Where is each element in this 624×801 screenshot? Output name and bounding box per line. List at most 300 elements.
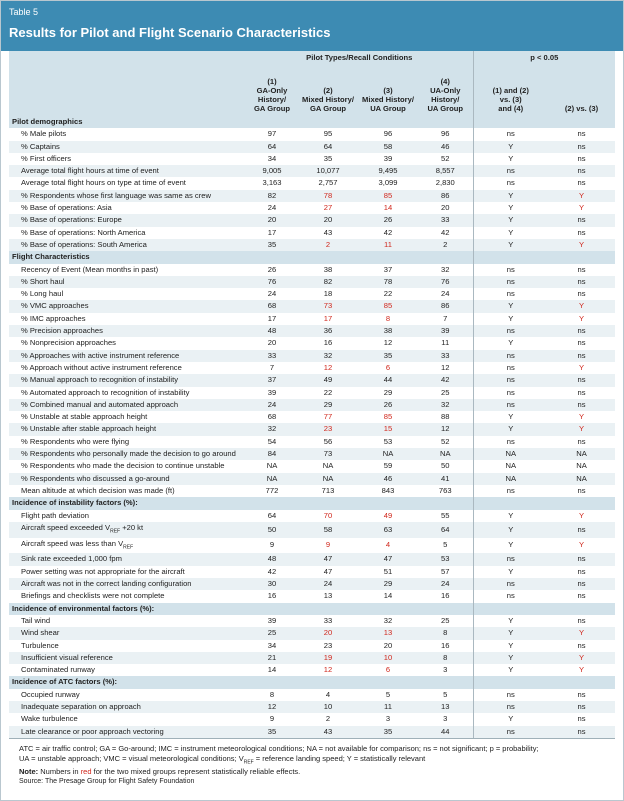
cell-col-3: 51 <box>383 566 393 576</box>
cell-col-2: NA <box>322 461 334 471</box>
cell-col-6: Y <box>578 313 585 323</box>
cell-col-3: 20 <box>383 640 393 650</box>
row-label: Late clearance or poor approach vectoring <box>9 726 246 738</box>
cell-col-4: 32 <box>418 399 473 411</box>
cell-col-5: ns <box>473 264 548 276</box>
cell-col-4: 24 <box>441 289 450 299</box>
cell-col-2: 64 <box>298 141 358 153</box>
cell-col-2: 22 <box>323 387 333 397</box>
cell-col-6: Y <box>548 652 615 664</box>
column-header-5: (1) and (2) vs. (3) and (4) <box>473 65 548 116</box>
table-row <box>9 300 615 312</box>
cell-col-3: 35 <box>358 350 418 362</box>
table-row <box>9 701 615 713</box>
table-label: Table 5 <box>9 7 39 17</box>
cell-col-5: NA <box>473 448 548 460</box>
cell-col-6: Y <box>578 665 585 675</box>
cell-col-1: 17 <box>267 313 277 323</box>
cell-col-3: 59 <box>383 461 393 471</box>
cell-col-6: NA <box>548 448 615 460</box>
cell-col-1: 20 <box>267 338 277 348</box>
cell-col-4: 42 <box>441 227 450 237</box>
cell-col-4: 42 <box>418 374 473 386</box>
table-row <box>9 448 615 460</box>
table-row <box>9 165 615 177</box>
cell-col-6: ns <box>548 522 615 538</box>
row-label: % Precision approaches <box>9 325 246 337</box>
cell-col-2: 20 <box>298 214 358 226</box>
cell-col-3: 3 <box>385 714 391 724</box>
p-header: p < 0.05 <box>473 51 615 65</box>
cell-col-4: 3 <box>443 714 448 724</box>
cell-col-5: ns <box>473 578 548 590</box>
row-label: % Respondents who personally made the decision to go around <box>9 448 246 460</box>
cell-col-6: Y <box>548 190 615 202</box>
cell-col-5: ns <box>473 362 548 374</box>
cell-col-6: ns <box>577 178 586 188</box>
cell-col-5: ns <box>473 350 548 362</box>
cell-col-1: 34 <box>267 153 277 163</box>
cell-col-3: 58 <box>358 141 418 153</box>
table-row <box>9 689 615 701</box>
cell-col-4: 8 <box>418 652 473 664</box>
row-label: Flight path deviation <box>21 510 89 520</box>
cell-col-2: 47 <box>298 553 358 565</box>
cell-col-1: 64 <box>267 510 277 520</box>
column-header-row <box>9 65 615 116</box>
table-row <box>9 590 615 602</box>
table-row <box>9 202 615 214</box>
row-label: % Nonprecision approaches <box>21 338 116 348</box>
cell-col-3: 10 <box>358 652 418 664</box>
cell-col-4: 57 <box>441 566 450 576</box>
cell-col-3: 4 <box>385 540 391 550</box>
table-row <box>9 190 615 202</box>
cell-col-2: 10,077 <box>298 165 358 177</box>
row-label: % Base of operations: South America <box>9 239 246 251</box>
group-header-row <box>9 51 615 65</box>
row-label: Tail wind <box>21 615 51 625</box>
cell-col-2: 19 <box>298 652 358 664</box>
cell-col-4: 76 <box>418 276 473 288</box>
cell-col-6: ns <box>577 338 586 348</box>
cell-col-3: 47 <box>358 553 418 565</box>
cell-col-1: 30 <box>246 578 298 590</box>
abbreviations-line-2: UA = unstable approach; VMC = visual meteorological conditions; $V_{REF}$ = reference landing speed; Y = statistically relevant <box>19 753 426 766</box>
cell-col-6: ns <box>577 566 586 576</box>
cell-col-1: 48 <box>246 325 298 337</box>
cell-col-3: 12 <box>383 338 393 348</box>
section-header: Incidence of environmental factors (%): <box>9 603 615 615</box>
cell-col-2: 33 <box>323 615 333 625</box>
row-label: % Approaches with active instrument reference <box>9 350 246 362</box>
cell-col-4: 8,557 <box>418 165 473 177</box>
cell-col-1: 26 <box>267 264 277 274</box>
cell-col-3: 42 <box>383 227 393 237</box>
cell-col-6: ns <box>548 578 615 590</box>
cell-col-1: 34 <box>267 640 277 650</box>
table-row <box>9 350 615 362</box>
cell-col-4: 763 <box>438 485 452 495</box>
cell-col-2: 73 <box>298 448 358 460</box>
cell-col-3: 46 <box>358 473 418 485</box>
table-row <box>9 460 615 472</box>
cell-col-1: 9 <box>269 540 275 550</box>
table-row <box>9 652 615 664</box>
table-row <box>9 485 615 497</box>
cell-col-4: 50 <box>441 461 450 471</box>
cell-col-6: ns <box>577 436 586 446</box>
cell-col-1: 16 <box>267 591 277 601</box>
cell-col-1: 48 <box>246 553 298 565</box>
table-row <box>9 627 615 639</box>
cell-col-2: 58 <box>298 522 358 538</box>
row-label: Inadequate separation on approach <box>9 701 246 713</box>
cell-col-6: ns <box>577 485 586 495</box>
section-header: Incidence of ATC factors (%): <box>9 676 615 688</box>
cell-col-2: 2 <box>298 239 358 251</box>
cell-col-5: Y <box>473 313 548 325</box>
cell-col-6: Y <box>548 300 615 312</box>
row-label: Average total flight hours at time of event <box>9 165 246 177</box>
cell-col-6: ns <box>577 153 586 163</box>
cell-col-6: Y <box>578 540 585 550</box>
cell-col-6: Y <box>578 362 585 372</box>
row-label: Briefings and checklists were not complete <box>21 591 165 601</box>
table-row <box>9 214 615 226</box>
row-label: Average total flight hours on type at time of event <box>21 178 186 188</box>
cell-col-4: 16 <box>441 591 450 601</box>
cell-col-2: 713 <box>321 485 335 495</box>
cell-col-2: 82 <box>298 276 358 288</box>
table-row <box>9 578 615 590</box>
cell-col-2: 17 <box>323 313 333 323</box>
column-header-2: (2) Mixed History/ GA Group <box>298 65 358 116</box>
cell-col-1: 12 <box>246 701 298 713</box>
cell-col-4: 16 <box>441 640 450 650</box>
table-row <box>9 615 615 627</box>
cell-col-6: ns <box>548 165 615 177</box>
row-label: % Respondents who discussed a go-around <box>9 473 246 485</box>
source-line: Source: The Presage Group for Flight Safety Foundation <box>19 778 195 786</box>
cell-col-3: 39 <box>383 153 393 163</box>
cell-col-1: 24 <box>267 203 277 213</box>
cell-col-4: 52 <box>441 153 450 163</box>
cell-col-4: 13 <box>418 701 473 713</box>
cell-col-6: ns <box>548 553 615 565</box>
row-label: Power setting was not appropriate for the aircraft <box>21 566 185 576</box>
row-label: % Male pilots <box>21 129 67 139</box>
cell-col-2: 47 <box>323 566 333 576</box>
cell-col-3: 26 <box>358 214 418 226</box>
cell-col-1: 3,163 <box>262 178 282 188</box>
cell-col-6: ns <box>548 214 615 226</box>
row-label: % Combined manual and automated approach <box>9 399 246 411</box>
cell-col-3: 843 <box>381 485 395 495</box>
cell-col-2: NA <box>298 473 358 485</box>
cell-col-3: 14 <box>383 591 393 601</box>
cell-col-1: 84 <box>246 448 298 460</box>
cell-col-1: 76 <box>246 276 298 288</box>
cell-col-5: Y <box>473 227 548 239</box>
table-row <box>9 153 615 165</box>
table-header-bar <box>1 1 623 51</box>
cell-col-1: 35 <box>246 726 298 738</box>
cell-col-2: 49 <box>298 374 358 386</box>
cell-col-3: 32 <box>383 615 393 625</box>
row-label: Insufficient visual reference <box>9 652 246 664</box>
cell-col-2: 43 <box>323 227 333 237</box>
cell-col-5: ns <box>473 590 548 602</box>
note-line: Note: Numbers in red for the two mixed groups represent statistically reliable effects. <box>19 767 301 777</box>
cell-col-6: ns <box>548 141 615 153</box>
row-label: Occupied runway <box>21 689 80 699</box>
cell-col-6: ns <box>548 374 615 386</box>
cell-col-6: Y <box>548 423 615 435</box>
cell-col-4: 12 <box>418 423 473 435</box>
cell-col-4: 88 <box>441 412 450 422</box>
cell-col-3: 78 <box>358 276 418 288</box>
row-label: % Base of operations: North America <box>21 227 146 237</box>
row-label: % Approach without active instrument reference <box>21 362 182 372</box>
cell-col-6: ns <box>577 129 586 139</box>
cell-col-2: 56 <box>323 436 333 446</box>
cell-col-4: 33 <box>418 350 473 362</box>
cell-col-5: Y <box>473 510 548 522</box>
cell-col-2: 35 <box>323 153 333 163</box>
row-label: % Short haul <box>9 276 246 288</box>
cell-col-3: 63 <box>358 522 418 538</box>
table-row <box>9 538 615 554</box>
table-title: Results for Pilot and Flight Scenario Characteristics <box>9 25 331 40</box>
cell-col-6: ns <box>548 276 615 288</box>
cell-col-1: 21 <box>246 652 298 664</box>
cell-col-5: ns <box>473 553 548 565</box>
cell-col-5: Y <box>473 713 548 725</box>
cell-col-4: 55 <box>441 510 450 520</box>
table-row <box>9 510 615 522</box>
cell-col-3: 22 <box>383 289 393 299</box>
cell-col-5: Y <box>473 214 548 226</box>
cell-col-3: 11 <box>358 239 418 251</box>
cell-col-5: Y <box>473 652 548 664</box>
cell-col-3: 29 <box>358 578 418 590</box>
cell-col-5: NA <box>473 473 548 485</box>
table-row <box>9 227 615 239</box>
cell-col-5: Y <box>473 190 548 202</box>
table-row <box>9 177 615 189</box>
cell-col-3: 37 <box>383 264 393 274</box>
cell-col-1: 33 <box>246 350 298 362</box>
cell-col-5: Y <box>473 300 548 312</box>
cell-col-6: ns <box>577 227 586 237</box>
cell-col-3: 96 <box>383 129 393 139</box>
cell-col-5: Y <box>473 522 548 538</box>
cell-col-2: 12 <box>323 362 333 372</box>
section-header: Incidence of instability factors (%): <box>9 497 615 509</box>
cell-col-2: 9 <box>325 540 331 550</box>
cell-col-6: ns <box>548 701 615 713</box>
cell-col-4: 20 <box>441 203 450 213</box>
cell-col-3: 3,099 <box>378 178 398 188</box>
cell-col-4: 25 <box>441 387 450 397</box>
cell-col-6: ns <box>577 689 586 699</box>
cell-col-2: 38 <box>323 264 333 274</box>
cell-col-3: 26 <box>358 399 418 411</box>
cell-col-3: 49 <box>383 510 393 520</box>
cell-col-5: ns <box>473 399 548 411</box>
table-row <box>9 276 615 288</box>
row-label: Aircraft speed exceeded $V_{REF} +20$ kt <box>9 522 246 538</box>
cell-col-6: Y <box>578 412 585 422</box>
column-header-3: (3) Mixed History/ UA Group <box>358 65 418 116</box>
cell-col-1: 35 <box>246 239 298 251</box>
cell-col-3: 85 <box>383 412 393 422</box>
cell-col-2: 23 <box>298 423 358 435</box>
cell-col-3: 15 <box>358 423 418 435</box>
cell-col-2: 77 <box>323 412 333 422</box>
cell-col-6: Y <box>548 239 615 251</box>
table-row <box>9 374 615 386</box>
cell-col-3: 44 <box>358 374 418 386</box>
cell-col-2: 43 <box>298 726 358 738</box>
cell-col-5: Y <box>473 202 548 214</box>
row-label: Aircraft was not in the correct landing configuration <box>9 578 246 590</box>
cell-col-1: 64 <box>246 141 298 153</box>
cell-col-4: 46 <box>418 141 473 153</box>
cell-col-5: Y <box>473 627 548 639</box>
table-row <box>9 362 615 374</box>
cell-col-5: ns <box>473 689 548 701</box>
cell-col-6: NA <box>548 473 615 485</box>
cell-col-4: 11 <box>441 338 450 348</box>
cell-col-5: ns <box>473 165 548 177</box>
cell-col-3: 6 <box>385 362 391 372</box>
abbreviations-line-1: ATC = air traffic control; GA = Go-around; IMC = instrument meteorological conditions; NA = not available for comparison; ns = not significant; p = probability; <box>19 743 539 753</box>
cell-col-4: 86 <box>418 190 473 202</box>
cell-col-6: Y <box>578 510 585 520</box>
table-row <box>9 473 615 485</box>
cell-col-4: 39 <box>418 325 473 337</box>
cell-col-5: Y <box>473 337 548 349</box>
cell-col-2: 2 <box>325 714 331 724</box>
row-label: % Unstable after stable approach height <box>9 423 246 435</box>
row-label: % Automated approach to recognition of instability <box>21 387 190 397</box>
cell-col-5: ns <box>473 288 548 300</box>
cell-col-6: ns <box>548 399 615 411</box>
cell-col-5: Y <box>473 153 548 165</box>
row-label: Mean altitude at which decision was made (ft) <box>21 485 175 495</box>
table-row <box>9 726 615 738</box>
table-body <box>9 116 615 738</box>
table-row <box>9 264 615 276</box>
cell-col-6: Y <box>548 627 615 639</box>
cell-col-6: ns <box>548 350 615 362</box>
row-label: Contaminated runway <box>21 665 95 675</box>
table-row <box>9 713 615 725</box>
row-label: Sink rate exceeded 1,000 fpm <box>9 553 246 565</box>
cell-col-5: Y <box>473 566 548 578</box>
cell-col-5: Y <box>473 239 548 251</box>
cell-col-4: 52 <box>441 436 450 446</box>
cell-col-1: 8 <box>269 689 275 699</box>
cell-col-2: 36 <box>298 325 358 337</box>
cell-col-3: 53 <box>383 436 393 446</box>
cell-col-3: 9,495 <box>358 165 418 177</box>
row-label: % Unstable at stable approach height <box>21 412 148 422</box>
cell-col-1: 7 <box>269 362 275 372</box>
table-row <box>9 288 615 300</box>
cell-col-2: 13 <box>323 591 333 601</box>
cell-col-5: Y <box>473 615 548 627</box>
cell-col-6: ns <box>577 714 586 724</box>
column-header-4: (4) UA-Only History/ UA Group <box>418 65 473 116</box>
table-row <box>9 325 615 337</box>
cell-col-4: 25 <box>441 615 450 625</box>
cell-col-3: 35 <box>358 726 418 738</box>
cell-col-6: ns <box>577 264 586 274</box>
cell-col-4: NA <box>418 448 473 460</box>
table-row <box>9 399 615 411</box>
group-header: Pilot Types/Recall Conditions <box>246 51 473 65</box>
table-row <box>9 141 615 153</box>
cell-col-4: 2,830 <box>435 178 455 188</box>
cell-col-2: 20 <box>298 627 358 639</box>
cell-col-5: ns <box>473 726 548 738</box>
row-label: Wake turbulence <box>21 714 78 724</box>
row-label: % First officers <box>21 153 72 163</box>
table-row <box>9 313 615 325</box>
cell-col-1: 37 <box>246 374 298 386</box>
cell-col-5: ns <box>473 276 548 288</box>
cell-col-4: 2 <box>418 239 473 251</box>
cell-col-1: 39 <box>267 615 277 625</box>
table-row <box>9 128 615 140</box>
cell-col-2: 29 <box>298 399 358 411</box>
cell-col-4: 96 <box>441 129 450 139</box>
cell-col-3: 29 <box>383 387 393 397</box>
cell-col-3: 11 <box>358 701 418 713</box>
row-label: % Base of operations: Asia <box>21 203 112 213</box>
cell-col-1: 25 <box>246 627 298 639</box>
table-row <box>9 239 615 251</box>
cell-col-1: 68 <box>246 300 298 312</box>
cell-col-1: 24 <box>267 289 277 299</box>
cell-col-6: ns <box>577 387 586 397</box>
cell-col-1: 17 <box>267 227 277 237</box>
row-label: % Captains <box>9 141 246 153</box>
cell-col-1: 82 <box>246 190 298 202</box>
cell-col-1: NA <box>266 461 278 471</box>
cell-col-6: ns <box>548 325 615 337</box>
row-label: % IMC approaches <box>21 313 86 323</box>
cell-col-4: 5 <box>443 540 448 550</box>
cell-col-4: 53 <box>418 553 473 565</box>
cell-col-4: 3 <box>443 665 448 675</box>
cell-col-1: 68 <box>267 412 277 422</box>
table-notes <box>9 738 615 788</box>
row-label: % Long haul <box>21 289 64 299</box>
table-row <box>9 522 615 538</box>
cell-col-2: 18 <box>323 289 333 299</box>
cell-col-1: 24 <box>246 399 298 411</box>
cell-col-4: 32 <box>441 264 450 274</box>
cell-col-5: Y <box>473 640 548 652</box>
row-label: % VMC approaches <box>9 300 246 312</box>
section-header: Pilot demographics <box>9 116 615 128</box>
cell-col-5: Y <box>473 538 548 554</box>
table-row <box>9 640 615 652</box>
